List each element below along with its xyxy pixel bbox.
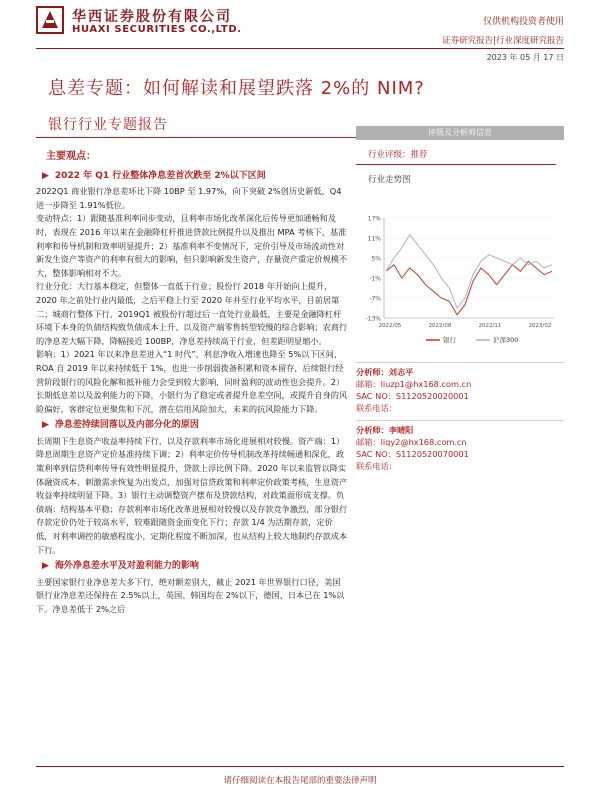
analyst-email-link[interactable]: liuzp1@hx168.com.cn	[380, 379, 472, 389]
sidebar	[356, 126, 564, 344]
section-heading-text: 2022 年 Q1 行业整体净息差首次跌至 2%以下区间	[54, 170, 266, 181]
sidebar-box-title: 评级及分析师信息	[356, 126, 564, 140]
y-tick-label: -1%	[369, 275, 381, 283]
analyst-email-link[interactable]: liqy2@hx168.com.cn	[380, 437, 467, 447]
report-header	[0, 0, 600, 60]
report-type: 证券研究报告|行业深度研究报告	[442, 36, 564, 46]
analyst-divider	[356, 420, 564, 421]
industry-rating: 行业评级：推荐	[368, 150, 428, 160]
audience-note: 仅供机构投资者使用	[482, 17, 564, 27]
key-points-title: 主要观点：	[46, 151, 96, 162]
analyst-label: 分析师：	[356, 425, 389, 435]
paragraph: 影响：1）2021 年以来净息差进入“1 时代”，利息净收入增速也降至 5%以下区间，ROA 自 2019 年以来持续低于 1%，也进一步削弱拨备积累和资本留存，后续银行经营阶段银行的风险化解和抵补能力会受到较大影响，同时盈利的波动性也会提升。2）长期低息差以及盈利能力的下降，小银行为了稳定或者提升息差空间，或提升自身的风险偏好，客群定位更聚焦和下沉，潜在信用风险加大，未来的抗风险能力下降。	[36, 349, 348, 414]
section-heading	[36, 170, 348, 184]
analyst-label: 分析师：	[356, 367, 389, 377]
paragraph: 主要国家银行业净息差大多下行，绝对额差别大，截止 2021 年世界银行口径，美国银行业净息差还保持在 2.5%以上，英国、韩国均在 2%以下，德国、日本已在 1%以下。净息差低于 2%之后	[36, 576, 345, 614]
brand-name-cn: 华西证券股份有限公司	[72, 9, 232, 25]
industry-trend-chart	[356, 208, 564, 358]
sac-number: S1120520070001	[395, 449, 469, 459]
paragraph: 长周期下生息资产收益率持续下行，以及存款利率市场化进展相对较慢。资产端：1）降息周期生息资产定价基准持续下调；2）利率定价传导机制改革持续畅通和深化，政策利率到信贷利率传导有效性明显提升，贷款上浮比例下降。2020 年以来监管以降实体融资成本、刺激需求恢复为出发点，加强对信贷政策和利率定价政策考核，生息资产收益率持续明显下降。3）银行主动调整资产摆布及贷款结构，对政策面形成支撑。负债端：结构基本平稳；存款利率市场化改革进展相对较慢以及存款竞争激烈，部分银行存款定价仍处于较高水平，较难跟随资金面变化下行；存款 1/4 为活期存款，定价低，对利率调控的敏感程度小，定期化程度不断加深，也从结构上较大地制约存款成本下行。	[36, 435, 348, 555]
key-points-column	[36, 150, 348, 617]
section-heading-text: 净息差持续回落以及内部分化的原因	[54, 420, 199, 431]
y-tick-label: -7%	[369, 295, 381, 303]
x-tick-label: 2023/02	[528, 323, 552, 329]
analyst-divider	[356, 362, 564, 363]
arrow-right-icon: ▶	[42, 170, 49, 181]
contact-label: 联系电话：	[356, 461, 397, 471]
section-heading-text: 海外净息差水平及对盈利能力的影响	[54, 561, 199, 572]
series-line-bank	[386, 261, 552, 314]
y-tick-label: 11%	[367, 235, 381, 243]
analyst-card	[356, 366, 471, 414]
y-tick-label: 17%	[367, 215, 381, 223]
header-divider	[36, 48, 564, 49]
analyst-card	[356, 424, 469, 472]
huaxi-logo-icon	[36, 6, 64, 34]
section-heading	[36, 560, 348, 574]
paragraph: 2022Q1 商业银行净息差环比下降 10BP 至 1.97%，向下突破 2%创历史新低，Q4 进一步降至 1.91%低位。	[36, 186, 342, 210]
report-date: 2023 年 05 月 17 日	[486, 53, 564, 62]
arrow-right-icon: ▶	[42, 561, 49, 572]
trend-chart-title: 行业走势图	[368, 175, 411, 185]
x-tick-label: 2022/08	[428, 323, 452, 329]
contact-label: 联系电话：	[356, 403, 397, 413]
paragraph: 变动特点：1）跟随基准利率同步变动，且利率市场化改革深化后传导更加通畅和及时，表现在 2016 年以来在金融降杠杆推进贷款比例提升以及推出 MPA 考核下，基准利率和传导机制和效率明显提升；2）基准利率不变情况下，定价引导及市场流动性对新发生资产等资产的利率有很大的影响，但只影响新发生资产，存量资产重定价规模不大，整体影响相对不大。	[36, 213, 348, 278]
section-heading	[36, 419, 348, 433]
y-tick-label: -13%	[365, 315, 381, 323]
series-line-csi300	[386, 235, 552, 308]
legend-label: 银行	[443, 336, 456, 344]
brand-name-en: HUAXI SECURITIES CO.,LTD.	[72, 24, 242, 35]
sac-label: SAC NO：	[356, 449, 396, 459]
paragraph: 行业分化：大行基本稳定，但整体一直低于行业；股份行 2018 年开始向上提升，2020 年之前处行业内最低，之后平稳上行至 2020 年并至行业平均水平，目前居第二；城商行整体下行，2019Q1 被股份行超过后一直处行业最低，主要是金融降杠杆环境下本身的负债结构致负债成本上升、以及资产端零售转型较慢的综合影响；农商行的净息差大幅下降，降幅接近 100BP，净息差持续高于行业，但差距明显缩小。	[36, 281, 348, 346]
report-title: 息差专题：如何解读和展望跌落 2%的 NIM?	[48, 78, 425, 99]
sac-label: SAC NO：	[356, 391, 396, 401]
email-label: 邮箱：	[356, 437, 381, 447]
subtitle-divider	[36, 137, 356, 138]
footer-divider	[36, 766, 564, 767]
sac-number: S1120520020001	[395, 391, 469, 401]
x-tick-label: 2022/11	[478, 323, 502, 329]
y-tick-label: 5%	[371, 255, 381, 263]
email-label: 邮箱：	[356, 379, 381, 389]
analyst-name: 李晴阳	[388, 425, 414, 435]
analyst-name: 刘志平	[388, 367, 414, 377]
report-subtitle: 银行行业专题报告	[48, 117, 168, 133]
legal-notice: 请仔细阅读在本报告尾部的重要法律声明	[223, 776, 377, 786]
legend-label: 沪深300	[493, 336, 519, 344]
x-tick-label: 2022/05	[378, 323, 402, 329]
arrow-right-icon: ▶	[42, 420, 49, 431]
